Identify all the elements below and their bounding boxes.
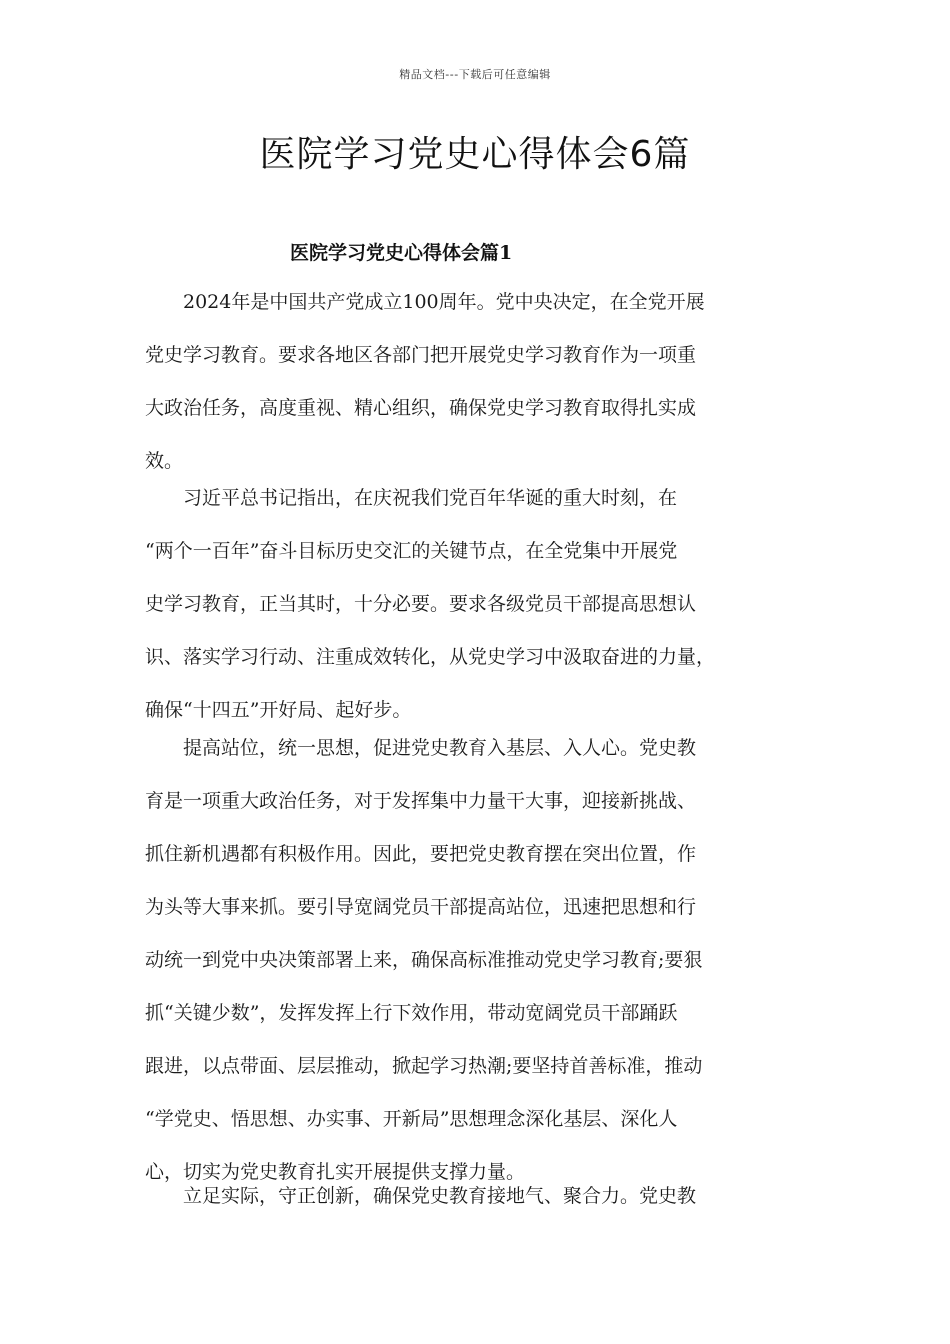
paragraph-line: 为头等大事来抓。要引导宽阔党员干部提高站位，迅速把思想和行 <box>145 896 697 918</box>
paragraph-line: 提高站位，统一思想，促进党史教育入基层、入人心。党史教 <box>145 737 697 759</box>
paragraph-line: “两个一百年”奋斗目标历史交汇的关键节点，在全党集中开展党 <box>145 540 678 562</box>
paragraph-line: 动统一到党中央决策部署上来，确保高标准推动党史学习教育;要狠 <box>145 949 703 971</box>
paragraph-line: “学党史、悟思想、办实事、开新局”思想理念深化基层、深化人 <box>145 1108 678 1130</box>
paragraph-line: 育是一项重大政治任务，对于发挥集中力量干大事，迎接新挑战、 <box>145 790 697 812</box>
paragraph-3 <box>145 722 825 1199</box>
paragraph-line: 心，切实为党史教育扎实开展提供支撑力量。 <box>145 1161 526 1183</box>
paragraph-line: 识、落实学习行动、注重成效转化，从党史学习中汲取奋进的力量， <box>145 646 716 668</box>
paragraph-line: 跟进，以点带面、层层推动，掀起学习热潮;要坚持首善标准，推动 <box>145 1055 703 1077</box>
paragraph-line: 习近平总书记指出，在庆祝我们党百年华诞的重大时刻，在 <box>145 487 678 509</box>
paragraph-line: 抓“关键少数”，发挥发挥上行下效作用，带动宽阔党员干部踊跃 <box>145 1002 678 1024</box>
paragraph-1 <box>145 276 825 488</box>
paragraph-line: 史学习教育，正当其时，十分必要。要求各级党员干部提高思想认 <box>145 593 697 615</box>
paragraph-line: 2024年是中国共产党成立100周年。党中央决定，在全党开展 <box>145 291 705 313</box>
paragraph-line: 效。 <box>145 450 184 472</box>
paragraph-line: 立足实际，守正创新，确保党史教育接地气、聚合力。党史教 <box>145 1185 697 1207</box>
paragraph-4 <box>145 1170 825 1223</box>
header-note: 精品文档---下载后可任意编辑 <box>399 68 551 81</box>
paragraph-line: 确保“十四五”开好局、起好步。 <box>145 699 412 721</box>
section-title: 医院学习党史心得体会篇1 <box>290 242 513 264</box>
document-title: 医院学习党史心得体会6篇 <box>259 134 691 175</box>
paragraph-line: 党史学习教育。要求各地区各部门把开展党史学习教育作为一项重 <box>145 344 697 366</box>
paragraph-line: 大政治任务，高度重视、精心组织，确保党史学习教育取得扎实成 <box>145 397 697 419</box>
paragraph-line: 抓住新机遇都有积极作用。因此，要把党史教育摆在突出位置，作 <box>145 843 697 865</box>
paragraph-2 <box>145 472 825 737</box>
